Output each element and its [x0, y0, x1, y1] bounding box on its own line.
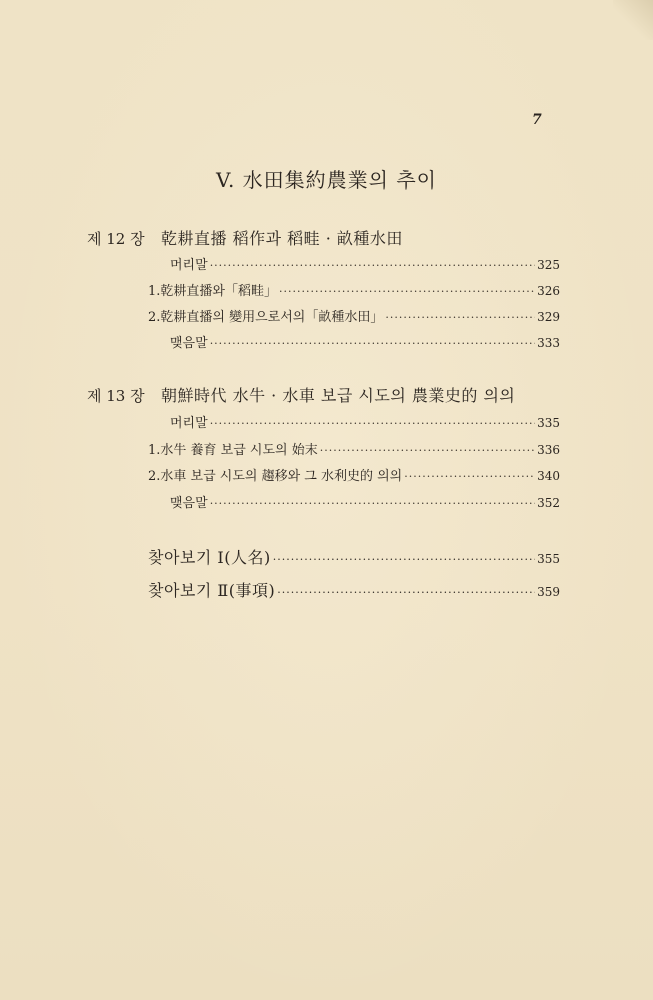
toc-entry-page: 335	[537, 416, 560, 430]
index-entry	[148, 578, 560, 601]
toc-entry-page: 329	[537, 310, 560, 324]
toc-entry	[148, 306, 560, 325]
leader-dots	[210, 259, 535, 272]
leader-dots	[279, 285, 535, 298]
toc-entry-page: 336	[537, 443, 560, 457]
leader-dots	[385, 311, 535, 324]
toc-entry-number: 2.	[148, 310, 161, 325]
toc-entry-page: 340	[537, 469, 560, 483]
chapter-12-heading	[87, 226, 567, 249]
toc-entry-label: 머리말	[170, 258, 208, 273]
chapter-label: 제 13 장	[87, 387, 145, 405]
chapter-title: 朝鮮時代 水牛 · 水車 보급 시도의 農業史的 의의	[161, 386, 516, 405]
toc-entry-number: 1.	[148, 284, 161, 299]
toc-entry-page: 326	[537, 284, 560, 298]
leader-dots	[277, 586, 535, 599]
toc-entry-label: 乾耕直播와「稻畦」	[160, 284, 277, 299]
toc-entry	[148, 465, 560, 484]
index-entry	[148, 545, 560, 568]
toc-entry	[170, 332, 560, 351]
toc-entry	[170, 254, 560, 273]
leader-dots	[404, 470, 535, 483]
toc-entry	[148, 439, 560, 458]
toc-entry	[148, 280, 560, 299]
toc-entry-label: 水牛 養育 보급 시도의 始末	[160, 443, 318, 458]
toc-entry-label: 水車 보급 시도의 趨移와 그 水利史的 의의	[160, 469, 403, 484]
toc-entry-page: 352	[537, 496, 560, 510]
leader-dots	[210, 417, 535, 430]
chapter-label: 제 12 장	[87, 230, 145, 248]
toc-entry-label: 乾耕直播의 變用으로서의「畝種水田」	[160, 310, 384, 325]
toc-entry-page: 325	[537, 258, 560, 272]
leader-dots	[210, 337, 535, 350]
index-entry-label: 찾아보기 Ⅱ(事項)	[148, 581, 276, 600]
section-title: V. 水田集約農業의 추이	[216, 168, 437, 192]
chapter-13-heading	[87, 383, 567, 406]
index-entry-label: 찾아보기 Ⅰ(人名)	[148, 548, 271, 567]
toc-entry-page: 333	[537, 336, 560, 350]
page-number: 7	[532, 112, 542, 128]
toc-entry	[170, 412, 560, 431]
index-entry-page: 355	[537, 552, 560, 566]
chapter-title: 乾耕直播 稻作과 稻畦 · 畝種水田	[161, 229, 403, 248]
index-entry-page: 359	[537, 585, 560, 599]
toc-entry	[170, 492, 560, 511]
toc-entry-number: 2.	[148, 469, 161, 484]
leader-dots	[320, 444, 535, 457]
toc-entry-label: 맺음말	[170, 336, 208, 351]
toc-entry-label: 머리말	[170, 416, 208, 431]
leader-dots	[210, 497, 535, 510]
leader-dots	[273, 553, 535, 566]
toc-entry-label: 맺음말	[170, 496, 208, 511]
toc-entry-number: 1.	[148, 443, 161, 458]
